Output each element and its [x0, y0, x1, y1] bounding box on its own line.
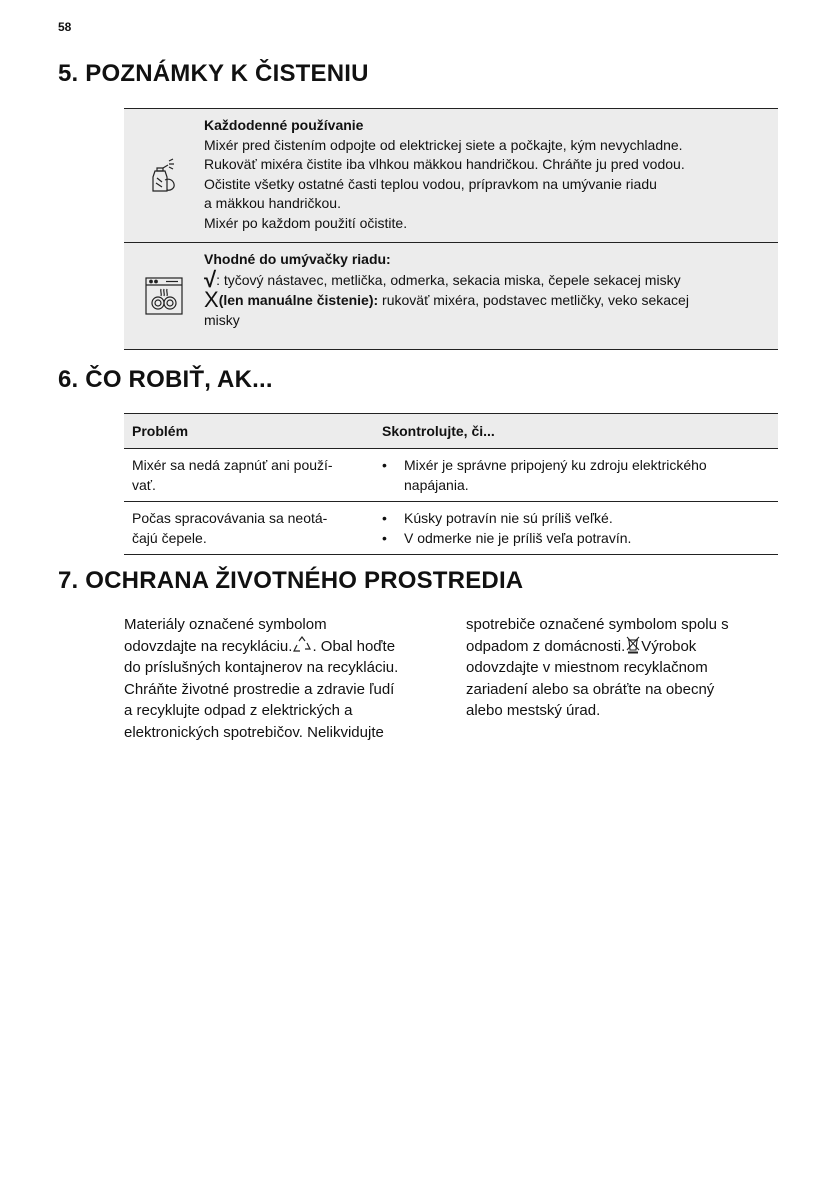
env-text: . Obal hoďte — [312, 637, 396, 655]
care-row-dishwasher — [124, 242, 778, 349]
dishwasher-no-text-cont: misky — [204, 311, 240, 328]
section-5-heading: 5. POZNÁMKY K ČISTENIU — [58, 60, 369, 87]
table-header — [124, 414, 778, 449]
dishwasher-no-label: (len manuálne čistenie): — [218, 292, 379, 308]
table-row — [124, 449, 778, 501]
check-text: Mixér je správne pripojený ku zdroju elektrického napájania. — [404, 457, 707, 493]
env-line — [466, 636, 778, 658]
troubleshooting-table — [124, 413, 778, 555]
env-line — [124, 636, 444, 658]
care-icon-cell — [124, 109, 204, 242]
table-row — [124, 501, 778, 554]
check-icon: √ — [204, 266, 217, 292]
cross-icon: X — [204, 287, 219, 312]
check-text: Kúsky potravín nie sú príliš veľké. — [404, 510, 613, 526]
dishwasher-icon — [144, 276, 184, 316]
bullet-icon: • — [382, 457, 387, 473]
column-header-check: Skontrolujte, či... — [382, 423, 495, 439]
care-notes-table — [124, 108, 778, 350]
env-line: alebo mestský úrad. — [466, 702, 601, 719]
check-text: V odmerke nie je príliš veľa potravín. — [404, 530, 632, 546]
check-cell — [374, 449, 778, 501]
env-text: odovzdajte na recykláciu. — [124, 637, 293, 655]
daily-line: a mäkkou handričkou. — [204, 195, 341, 211]
check-item — [382, 508, 770, 528]
daily-line: Rukoväť mixéra čistite iba vlhkou mäkkou handričkou. Chráňte ju pred vodou. — [204, 156, 685, 172]
dishwasher-ok-line — [204, 266, 772, 292]
problem-text: Mixér sa nedá zapnúť ani použí- — [132, 457, 333, 473]
recycle-icon — [292, 636, 312, 654]
env-text: Výrobok — [641, 637, 697, 655]
column-header-problem: Problém — [132, 423, 189, 439]
check-item — [382, 528, 770, 548]
daily-line: Mixér pred čistením odpojte od elektrickej siete a počkajte, kým nevychladne. — [204, 136, 683, 153]
care-icon-cell — [124, 243, 204, 349]
dishwasher-no-line — [204, 287, 772, 312]
env-text: odpadom z domácnosti. — [466, 637, 626, 655]
environment-text-right — [466, 614, 778, 722]
environment-text-left — [124, 614, 444, 743]
care-row-daily — [124, 109, 778, 242]
section-6-heading: 6. ČO ROBIŤ, AK... — [58, 366, 273, 393]
daily-title: Každodenné používanie — [204, 117, 364, 133]
bullet-icon: • — [382, 530, 387, 546]
crossed-bin-icon — [625, 636, 641, 654]
care-daily-text — [204, 109, 778, 242]
problem-cell — [124, 502, 374, 554]
problem-text: čajú čepele. — [132, 530, 207, 546]
env-line: do príslušných kontajnerov na recykláciu. — [124, 659, 399, 676]
env-line: Materiály označené symbolom — [124, 616, 327, 633]
dishwasher-no-text: rukoväť mixéra, podstavec metličky, veko sekacej — [378, 292, 689, 308]
page-number: 58 — [58, 20, 72, 34]
env-line: elektronických spotrebičov. Nelikvidujte — [124, 723, 384, 741]
problem-cell — [124, 449, 374, 501]
cleaning-spray-icon — [151, 158, 177, 194]
env-line: Chráňte životné prostredie a zdravie ľudí — [124, 680, 395, 698]
problem-text: vať. — [132, 477, 156, 493]
daily-line: Očistite všetky ostatné časti teplou vodou, prípravkom na umývanie riadu — [204, 175, 657, 192]
env-line: a recyklujte odpad z elektrických a — [124, 702, 353, 719]
dishwasher-title: Vhodné do umývačky riadu: — [204, 251, 391, 267]
daily-line: Mixér po každom použití očistite. — [204, 214, 408, 231]
problem-text: Počas spracovávania sa neotá- — [132, 510, 328, 526]
bullet-icon: • — [382, 510, 387, 526]
check-item — [382, 455, 770, 495]
dishwasher-ok-text: : tyčový nástavec, metlička, odmerka, sekacia miska, čepele sekacej misky — [216, 271, 681, 288]
check-cell — [374, 502, 778, 554]
env-line: spotrebiče označené symbolom spolu s — [466, 616, 729, 633]
env-line: zariadení alebo sa obráťte na obecný — [466, 680, 715, 698]
care-dishwasher-text — [204, 243, 778, 349]
section-7-heading: 7. OCHRANA ŽIVOTNÉHO PROSTREDIA — [58, 567, 524, 594]
env-line: odovzdajte v miestnom recyklačnom — [466, 659, 708, 676]
